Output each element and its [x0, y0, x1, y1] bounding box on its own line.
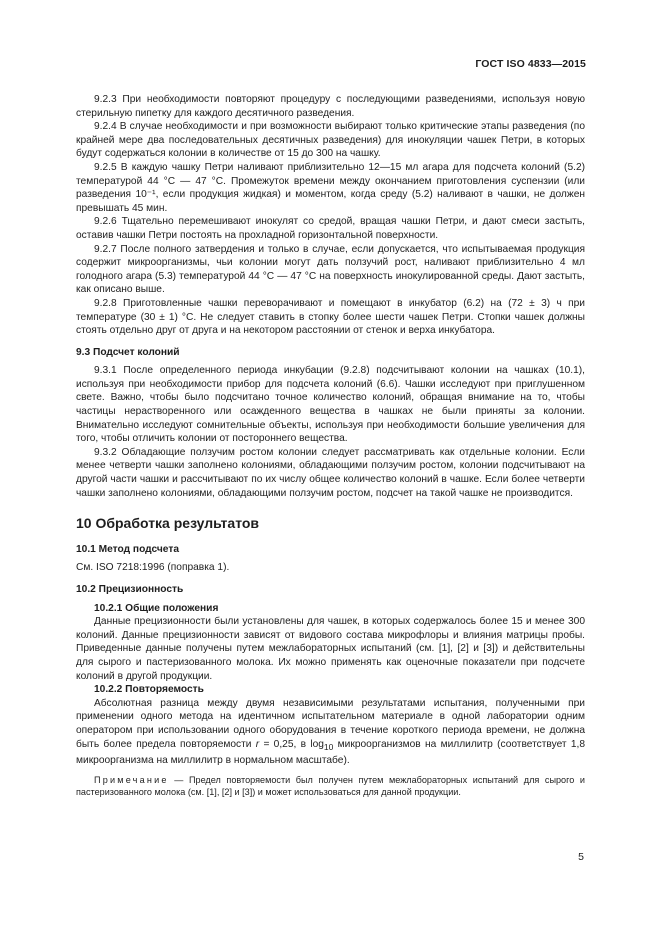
note — [76, 774, 585, 799]
page-body — [76, 93, 585, 799]
paragraph-9-2-3: 9.2.3 При необходимости повторяют процедуру с последующими разведениями, используя новую стерильную пипетку для каждого десятичного разведения. — [76, 94, 585, 119]
heading-10-1: 10.1 Метод подсчета — [76, 543, 179, 555]
paragraph-9-3-1: 9.3.1 После определенного периода инкубации (9.2.8) подсчитывают колонии на чашках (10.1), используя при необходимости прибор для подсчета колоний (6.6). Чашки исследуют при приглушенном свете. Важно, чтобы было подсчитано точное количество колоний, обращая внимание на то, чтобы частицы нерастворенного или осажденного вещества в чашках не были приняты за колонии. Внимательно исследуют сомнительные объекты, используя при необходимости большие увеличения для того, чтобы отличить колонии от постороннего вещества. — [76, 365, 585, 445]
note-label: Примечание — [94, 774, 169, 785]
page-number: 5 — [578, 851, 584, 863]
repeatability-symbol: r — [255, 738, 260, 750]
paragraph-9-2-6: 9.2.6 Тщательно перемешивают инокулят со средой, вращая чашки Петри, и дают смеси застыть, оставив чашки Петри постоять на прохладной горизонтальной поверхности. — [76, 216, 585, 241]
heading-10-2-2: 10.2.2 Повторяемость — [94, 684, 204, 696]
paragraph-10-2-2-part-c: микроорганизмов на миллилитр (соответствует 1,8 микроорганизма на миллилитр в нормальном масштабе). — [76, 738, 586, 767]
paragraph-10-2-1: Данные прецизионности были установлены для чашек, в которых содержалось более 15 и менее 300 колоний. Данные прецизионности зависят от видового состава микрофлоры и влияния матрицы пробы. Приведенные данные получены путем межлабораторных испытаний (см. [1], [2] и [3]) и действительны для сырого и пастеризованного молока. Их можно применять как оценочные показатели при подсчете колоний в другой продукции. — [76, 616, 585, 682]
paragraph-9-2-5: 9.2.5 В каждую чашку Петри наливают приблизительно 12—15 мл агара для подсчета колоний (5.2) температурой 44 °С — 47 °С. Промежуток времени между окончанием приготовления суспензии (или разведения 10⁻¹, если продукция жидкая) и моментом, когда среду (5.2) наливают в чашки, не должен превышать 45 мин. — [76, 161, 585, 214]
paragraph-9-3-2: 9.3.2 Обладающие ползучим ростом колонии следует рассматривать как отдельные колонии. Если менее четверти чашки заполнено колониями, обладающими ползучим ростом, колонии подсчитывают на другой части чашки и рассчитывают по их числу общее количество колоний в чашке. Если более четверти чашки заполнено колониями, обладающими ползучим ростом, подсчет на такой чашке не производится. — [76, 446, 585, 499]
heading-10-2-1: 10.2.1 Общие положения — [94, 602, 219, 614]
paragraph-10-2-2-part-b: = 0,25, в log — [259, 738, 324, 750]
note-text: — Предел повторяемости был получен путем межлабораторных испытаний для сырого и пастеризованного молока (см. [1], [2] и [3]) и может использоваться для данной продукции. — [76, 774, 585, 798]
paragraph-10-2-2-part-a: Абсолютная разница между двумя независимыми результатами испытания, полученными при применении одного метода на идентичном испытательном материале в одной лаборатории одним оператором при использовании одного оборудования в течение короткого периода времени, не должна быть более предела повторяемости — [76, 697, 585, 750]
paragraph-10-1: См. ISO 7218:1996 (поправка 1). — [76, 562, 230, 574]
heading-section-10: 10 Обработка результатов — [76, 515, 260, 532]
document-header: ГОСТ ISO 4833—2015 — [475, 58, 586, 70]
paragraph-10-2-2 — [76, 697, 585, 768]
paragraph-9-2-8: 9.2.8 Приготовленные чашки переворачивают и помещают в инкубатор (6.2) на (72 ± 3) ч при температуре (30 ± 1) °С. Не следует ставить в стопку более шести чашек Петри. Стопки чашек должны стоять отдельно друг от друга и на некотором расстоянии от стенок и верха инкубатора. — [76, 297, 585, 337]
heading-10-2: 10.2 Прецизионность — [76, 584, 184, 595]
paragraph-9-2-7: 9.2.7 После полного затвердения и только в случае, если допускается, что испытываемая продукция содержит микроорганизмы, чьи колонии могут дать ползучий рост, наливают приблизительно 4 мл голодного агара (5.3) температурой 44 °С — 47 °С на поверхность инокулированной среды. Дают застыть, как описано выше. — [76, 243, 585, 296]
paragraph-9-2-4: 9.2.4 В случае необходимости и при возможности выбирают только критические этапы разведения (по крайней мере два последовательных десятичных разведения) для инокуляции чашек Петри, в которых будут содержаться колонии в количестве от 15 до 300 на чашку. — [76, 121, 585, 160]
heading-9-3: 9.3 Подсчет колоний — [76, 346, 180, 358]
log-base-subscript: 10 — [323, 741, 334, 752]
